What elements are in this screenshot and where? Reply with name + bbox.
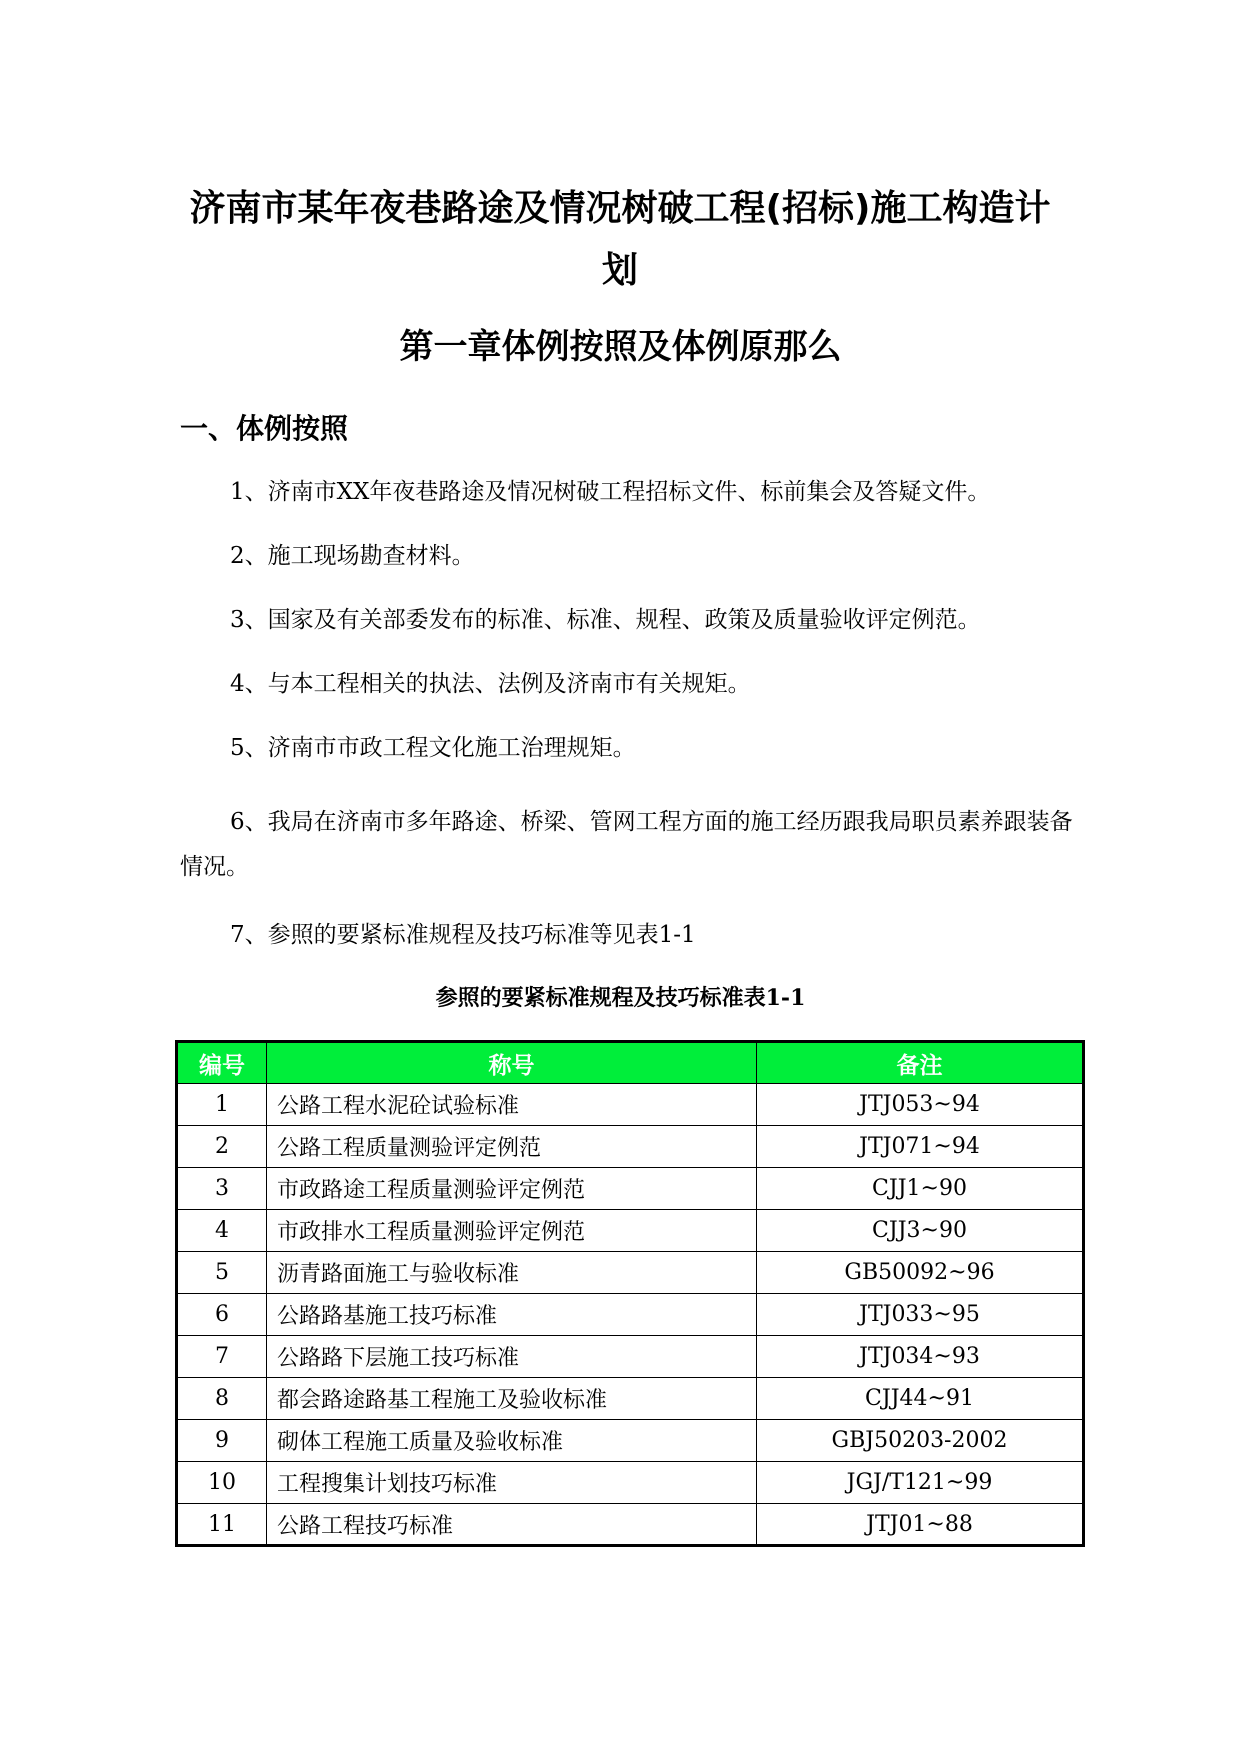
paragraph-7: 7、参照的要紧标准规程及技巧标准等见表1-1	[230, 922, 696, 948]
cell-note: GBJ50203-2002	[757, 1420, 1084, 1462]
header-note: 备注	[757, 1042, 1084, 1084]
title-line-1: 济南市某年夜巷路途及情况树破工程(招标)施工构造计	[189, 188, 1051, 229]
table-row	[177, 1378, 1084, 1420]
cell-number: 6	[177, 1294, 267, 1336]
section-heading: 一、体例按照	[180, 412, 349, 445]
table-caption: 参照的要紧标准规程及技巧标准表1-1	[435, 985, 806, 1011]
table-row	[177, 1084, 1084, 1126]
cell-note: CJJ3~90	[757, 1210, 1084, 1252]
cell-note: JTJ033~95	[757, 1294, 1084, 1336]
table-row	[177, 1168, 1084, 1210]
cell-note: JTJ053~94	[757, 1084, 1084, 1126]
cell-name: 市政路途工程质量测验评定例范	[267, 1168, 757, 1210]
cell-name: 沥青路面施工与验收标准	[267, 1252, 757, 1294]
cell-note: GB50092~96	[757, 1252, 1084, 1294]
cell-number: 8	[177, 1378, 267, 1420]
table-row	[177, 1420, 1084, 1462]
cell-name: 都会路途路基工程施工及验收标准	[267, 1378, 757, 1420]
table-row	[177, 1336, 1084, 1378]
table-row	[177, 1252, 1084, 1294]
table-row	[177, 1126, 1084, 1168]
cell-note: CJJ44~91	[757, 1378, 1084, 1420]
document-title	[170, 178, 1070, 302]
paragraph-3: 3、国家及有关部委发布的标准、标准、规程、政策及质量验收评定例范。	[230, 607, 981, 633]
cell-note: JTJ071~94	[757, 1126, 1084, 1168]
cell-note: JTJ01~88	[757, 1504, 1084, 1546]
chapter-title: 第一章体例按照及体例原那么	[399, 327, 842, 367]
cell-number: 5	[177, 1252, 267, 1294]
paragraph-6: 6、我局在济南市多年路途、桥梁、管网工程方面的施工经历跟我局职员素养跟装备情况。	[180, 809, 1073, 880]
cell-number: 7	[177, 1336, 267, 1378]
cell-note: CJJ1~90	[757, 1168, 1084, 1210]
cell-number: 9	[177, 1420, 267, 1462]
cell-note: JGJ/T121~99	[757, 1462, 1084, 1504]
cell-number: 10	[177, 1462, 267, 1504]
cell-number: 2	[177, 1126, 267, 1168]
header-number: 编号	[177, 1042, 267, 1084]
cell-number: 4	[177, 1210, 267, 1252]
cell-name: 公路工程水泥砼试验标准	[267, 1084, 757, 1126]
cell-name: 公路路基施工技巧标准	[267, 1294, 757, 1336]
paragraph-2: 2、施工现场勘查材料。	[230, 543, 475, 569]
table-row	[177, 1504, 1084, 1546]
cell-number: 3	[177, 1168, 267, 1210]
cell-name: 工程搜集计划技巧标准	[267, 1462, 757, 1504]
header-name: 称号	[267, 1042, 757, 1084]
table-header-row	[177, 1042, 1084, 1084]
cell-name: 公路路下层施工技巧标准	[267, 1336, 757, 1378]
cell-name: 市政排水工程质量测验评定例范	[267, 1210, 757, 1252]
table-row	[177, 1210, 1084, 1252]
paragraph-1: 1、济南市XX年夜巷路途及情况树破工程招标文件、标前集会及答疑文件。	[230, 479, 991, 505]
cell-number: 1	[177, 1084, 267, 1126]
title-line-2: 划	[601, 250, 638, 291]
cell-note: JTJ034~93	[757, 1336, 1084, 1378]
paragraph-5: 5、济南市市政工程文化施工治理规矩。	[230, 735, 636, 761]
table-row	[177, 1462, 1084, 1504]
table-row	[177, 1294, 1084, 1336]
standards-table	[175, 1040, 1085, 1547]
cell-name: 砌体工程施工质量及验收标准	[267, 1420, 757, 1462]
cell-name: 公路工程质量测验评定例范	[267, 1126, 757, 1168]
cell-name: 公路工程技巧标准	[267, 1504, 757, 1546]
cell-number: 11	[177, 1504, 267, 1546]
paragraph-4: 4、与本工程相关的执法、法例及济南市有关规矩。	[230, 671, 751, 697]
